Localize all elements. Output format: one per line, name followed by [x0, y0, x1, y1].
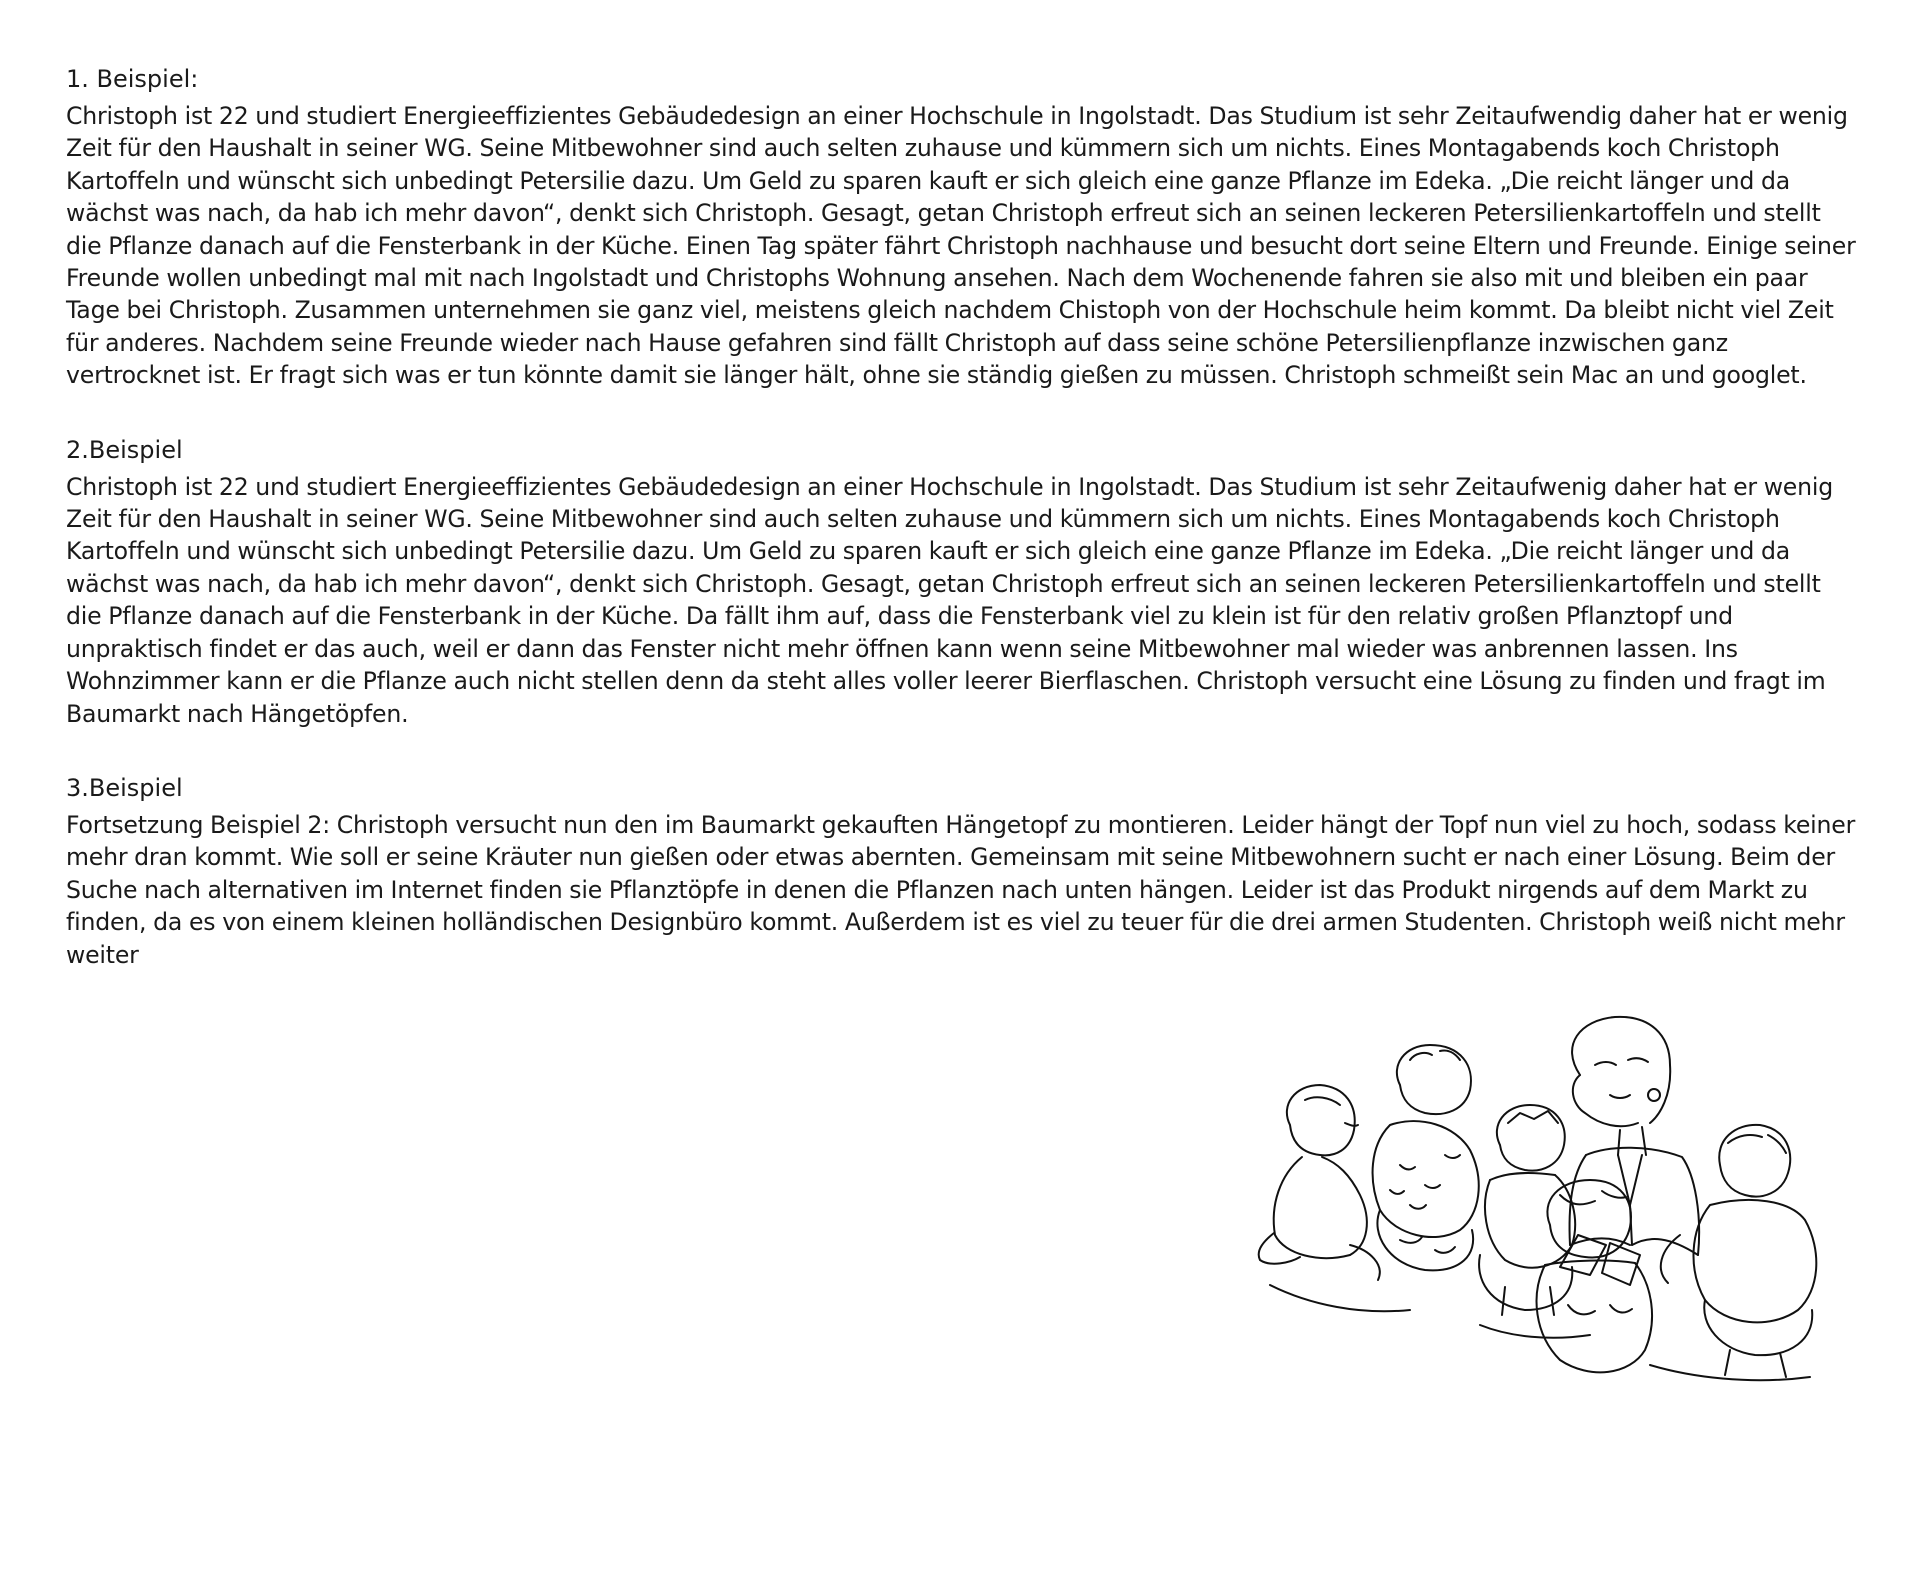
example-3-section [66, 773, 1862, 971]
example-1-heading: 1. Beispiel: [66, 65, 199, 93]
example-2-section [66, 435, 1862, 730]
example-3-heading: 3.Beispiel [66, 773, 183, 802]
example-2-text: Christoph ist 22 und studiert Energieeffizientes Gebäudedesign an einer Hochschule in Ingolstadt. Das Studium ist sehr Zeitaufwenig daher hat er wenig Zeit für den Haushalt in seiner WG. Seine Mitbewohner sind auch selten zuhause und kümmern sich um nichts. Eines Montagabends koch Christoph Kartoffeln und wünscht sich unbedingt Petersilie dazu. Um Geld zu sparen kauft er sich gleich eine ganze Pflanze im Edeka. „Die reicht länger und da wächst was nach, da hab ich mehr davon“, denkt sich Christoph. Gesagt, getan Christoph erfreut sich an seinen leckeren Petersilienkartoffeln und stellt die Pflanze danach auf die Fensterbank in der Küche. Da fällt ihm auf, dass die Fensterbank viel zu klein ist für den relativ großen Pflanztopf und unpraktisch findet er das auch, weil er dann das Fenster nicht mehr öffnen kann wenn seine Mitbewohner mal wieder was anbrennen lassen. Ins Wohnzimmer kann er die Pflanze auch nicht stellen denn da steht alles voller leerer Bierflaschen. Christoph versucht eine Lösung zu finden und fragt im Baumarkt nach Hängetöpfen. [66, 472, 1833, 728]
example-2-heading: 2.Beispiel [66, 435, 183, 464]
example-1-section [66, 64, 1862, 392]
storytelling-sketch-icon [1250, 1005, 1830, 1455]
example-1-text: Christoph ist 22 und studiert Energieeffizientes Gebäudedesign an einer Hochschule in Ingolstadt. Das Studium ist sehr Zeitaufwendig daher hat er wenig Zeit für den Haushalt in seiner WG. Seine Mitbewohner sind auch selten zuhause und kümmern sich um nichts. Eines Montagabends koch Christoph Kartoffeln und wünscht sich unbedingt Petersilie dazu. Um Geld zu sparen kauft er sich gleich eine ganze Pflanze im Edeka. „Die reicht länger und da wächst was nach, da hab ich mehr davon“, denkt sich Christoph. Gesagt, getan Christoph erfreut sich an seinen leckeren Petersilienkartoffeln und stellt die Pflanze danach auf die Fensterbank in der Küche. Einen Tag später fährt Christoph nachhause und besucht dort seine Eltern und Freunde. Einige seiner Freunde wollen unbedingt mal mit nach Ingolstadt und Christophs Wohnung ansehen. Nach dem Wochenende fahren sie also mit und bleiben ein paar Tage bei Christoph. Zusammen unternehmen sie ganz viel, meistens gleich nachdem Chistoph von der Hochschule heim kommt. Da bleibt nicht viel Zeit für anderes. Nachdem seine Freunde wieder nach Hause gefahren sind fällt Christoph auf dass seine schöne Petersilienpflanze inzwischen ganz vertrocknet ist. Er fragt sich was er tun könnte damit sie länger hält, ohne sie ständig gießen zu müssen. Christoph schmeißt sein Mac an und googlet. [66, 102, 1856, 390]
example-3-text: Fortsetzung Beispiel 2: Christoph versucht nun den im Baumarkt gekauften Hängetopf zu montieren. Leider hängt der Topf nun viel zu hoch, sodass keiner mehr dran kommt. Wie soll er seine Kräuter nun gießen oder etwas abernten. Gemeinsam mit seine Mitbewohnern sucht er nach einer Lösung. Beim der Suche nach alternativen im Internet finden sie Pflanztöpfe in denen die Pflanzen nach unten hängen. Leider ist das Produkt nirgends auf dem Markt zu finden, da es von einem kleinen holländischen Designbüro kommt. Außerdem ist es viel zu teuer für die drei armen Studenten. Christoph weiß nicht mehr weiter [66, 810, 1856, 969]
document [66, 64, 1862, 1014]
